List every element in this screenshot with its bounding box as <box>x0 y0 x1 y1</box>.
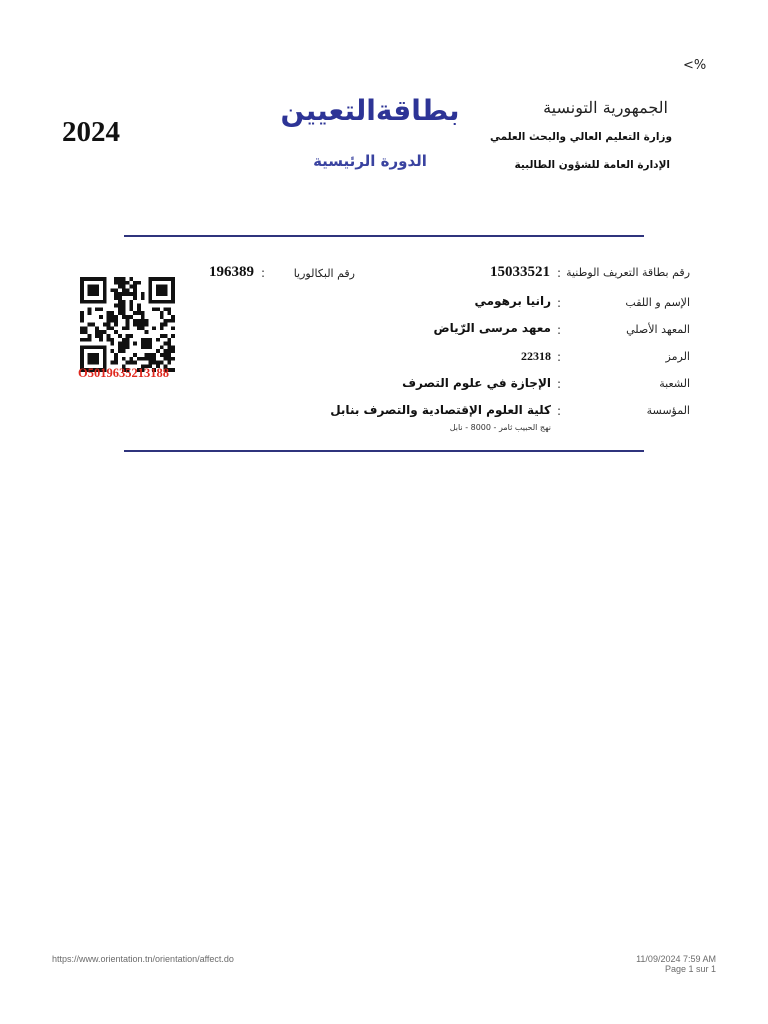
separator: : <box>557 266 562 280</box>
republic-name: الجمهورية التونسية <box>543 98 668 117</box>
session-label: الدورة الرئيسية <box>313 152 427 170</box>
origin-school-label: المعهد الأصلي <box>626 323 690 336</box>
institution-address: نهج الحبيب ثامر - 8000 - نابل <box>449 423 551 432</box>
institution-label: المؤسسة <box>646 404 690 417</box>
footer-url: https://www.orientation.tn/orientation/affect.do <box>52 954 234 964</box>
separator: : <box>557 377 562 391</box>
separator: : <box>557 296 562 310</box>
separator: : <box>557 404 562 418</box>
branch-label: الشعبة <box>659 377 690 390</box>
name-label: الإسم و اللقب <box>625 296 690 309</box>
bac-number-value: 196389 <box>209 264 254 280</box>
qr-code-icon <box>80 277 175 372</box>
national-id-value: 15033521 <box>490 264 550 280</box>
top-divider <box>124 235 644 237</box>
code-value: 22318 <box>521 349 551 363</box>
year: 2024 <box>62 116 120 148</box>
separator: : <box>261 266 266 280</box>
card-title: بطاقةالتعيين <box>280 94 460 127</box>
ministry-name: وزارة التعليم العالي والبحث العلمي <box>489 131 672 143</box>
bac-number-label: رقم البكالوريا <box>293 267 355 280</box>
footer-datetime: 11/09/2024 7:59 AM <box>636 954 716 964</box>
institution-value: كلية العلوم الإقتصادية والتصرف بنابل <box>330 403 551 417</box>
national-id-label: رقم بطاقة التعريف الوطنية <box>566 266 690 279</box>
footer-page-number: Page 1 sur 1 <box>664 964 716 974</box>
bottom-divider <box>124 450 644 452</box>
directorate-name: الإدارة العامة للشؤون الطالبية <box>514 159 670 171</box>
separator: : <box>557 323 562 337</box>
separator: : <box>557 350 562 364</box>
name-value: رانيا برهومي <box>474 294 551 308</box>
code-label: الرمز <box>665 350 690 363</box>
qr-code-text: O5019635213188 <box>78 366 169 380</box>
branch-value: الإجازة في علوم التصرف <box>402 376 551 390</box>
origin-school-value: معهد مرسى الرّياض <box>433 321 551 335</box>
corner-mark: <% <box>683 58 707 73</box>
